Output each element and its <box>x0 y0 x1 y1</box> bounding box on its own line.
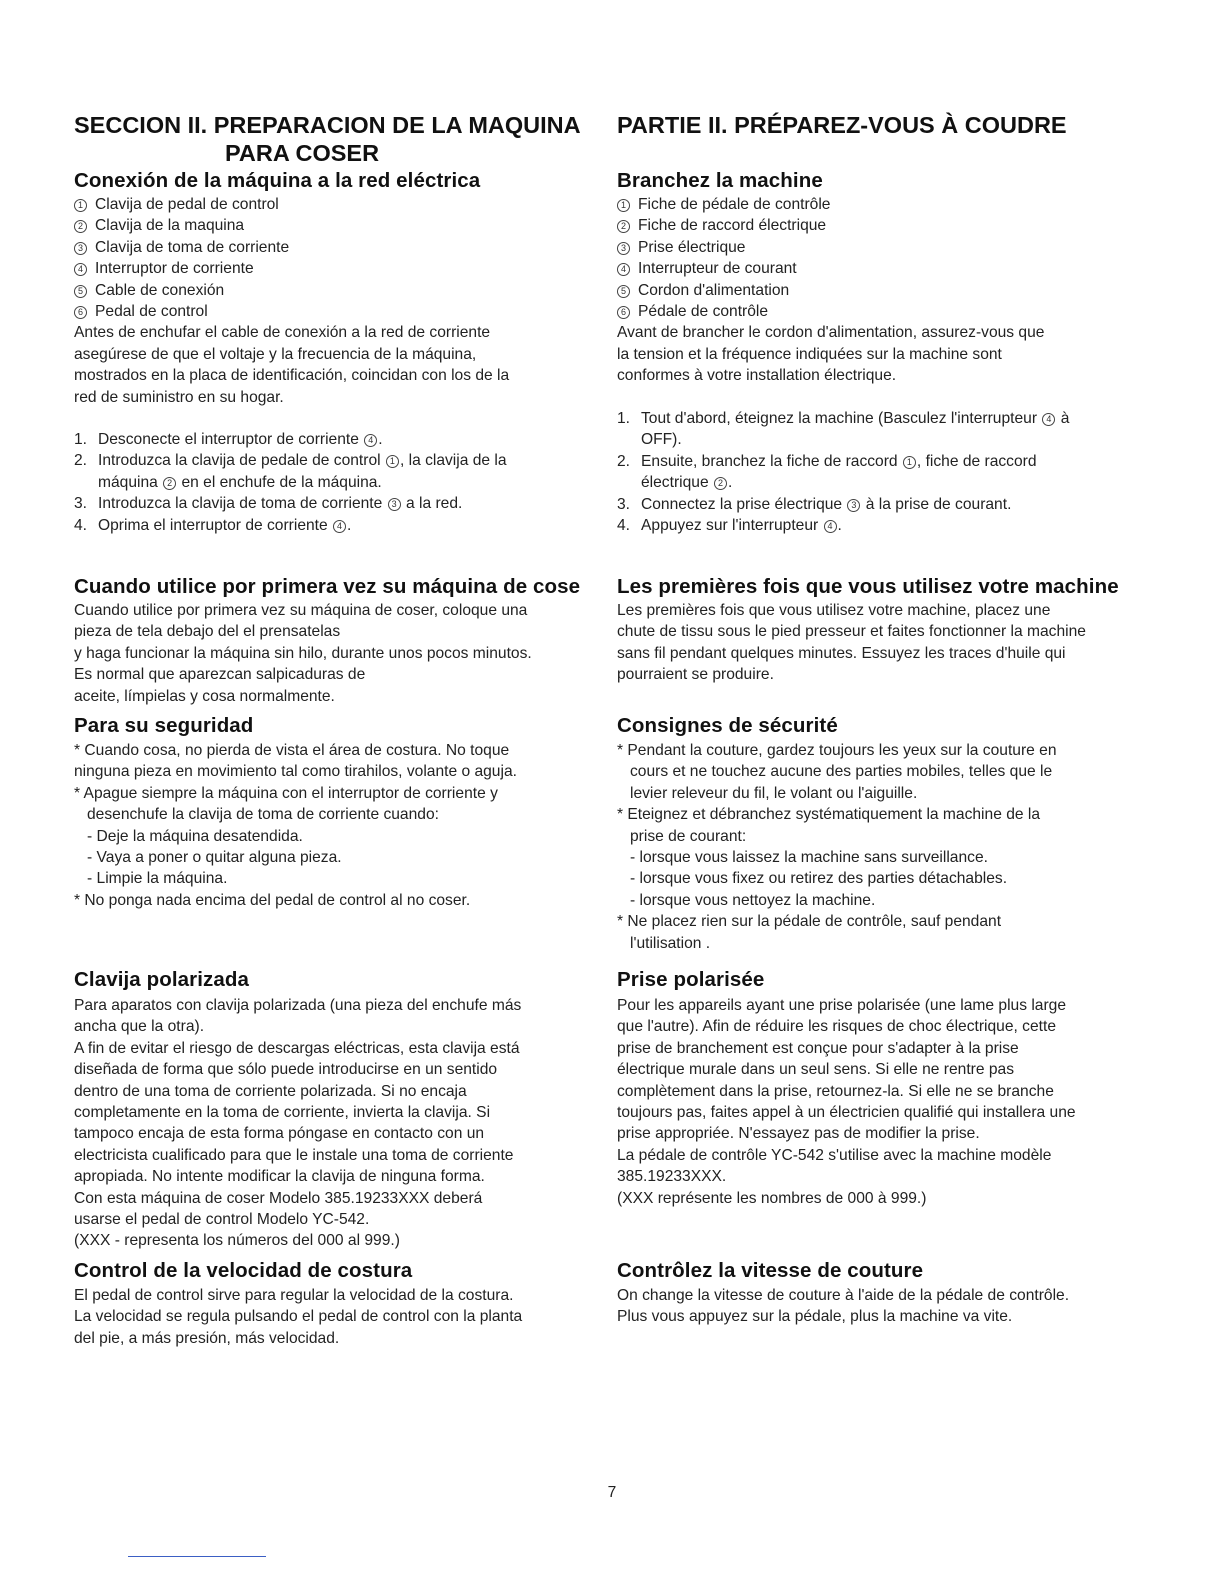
step-3: 3. Introduzca la clavija de toma de corriente 3 a la red. <box>74 495 463 513</box>
paragraph-line: Pour les appareils ayant une prise polarisée (une lame plus large <box>617 997 1067 1014</box>
paragraph-line: Con esta máquina de coser Modelo 385.19233XXX deberá <box>74 1189 483 1207</box>
seguridad-text <box>74 740 517 911</box>
paragraph-line: Les premières fois que vous utilisez votre machine, placez une <box>617 602 1051 619</box>
section-title-seguridad: Para su seguridad <box>74 714 254 737</box>
parts-list-fr <box>617 194 1044 387</box>
paragraph-line: La velocidad se regula pulsando el pedal de control con la planta <box>74 1308 523 1326</box>
steps-list-fr <box>617 408 1069 536</box>
section-title-securite: Consignes de sécurité <box>617 714 838 737</box>
list-item: 6 Pedal de control <box>74 301 509 322</box>
list-item: 4 Interruptor de corriente <box>74 258 509 279</box>
paragraph-line: conformes à votre installation électrique. <box>617 367 897 385</box>
paragraph-line: l'utilisation . <box>630 934 711 952</box>
paragraph-line: desenchufe la clavija de toma de corriente cuando: <box>87 806 439 824</box>
polarisee-text <box>617 995 1076 1209</box>
paragraph-line: Es normal que aparezcan salpicaduras de <box>74 666 366 684</box>
list-item: 5 Cable de conexión <box>74 280 509 301</box>
paragraph-line: (XXX représente les nombres de 000 à 999.) <box>617 1189 927 1207</box>
paragraph-line: apropiada. No intente modificar la clavija de ninguna forma. <box>74 1168 485 1186</box>
paragraph-line: pieza de tela debajo del el prensatelas <box>74 623 341 641</box>
paragraph-line: pourraient se produire. <box>617 666 774 684</box>
polarizada-text <box>74 995 521 1252</box>
paragraph-line: On change la vitesse de couture à l'aide de la pédale de contrôle. <box>617 1287 1070 1304</box>
step-4: 4. Oprima el interruptor de corriente 4 . <box>74 516 352 534</box>
paragraph-line: * No ponga nada encima del pedal de control al no coser. <box>74 891 471 909</box>
step-2: 2. Introduzca la clavija de pedale de control 1 , la clavija de la <box>74 452 507 470</box>
section-title-conexion: Conexión de la máquina a la red eléctrica <box>74 169 481 192</box>
paragraph-line: electricista cualificado para que le instale una toma de corriente <box>74 1146 514 1164</box>
paragraph-line: red de suministro en su hogar. <box>74 388 284 406</box>
list-item: 2 Fiche de raccord électrique <box>617 215 1044 236</box>
paragraph-line: électrique murale dans un seul sens. Si elle ne rentre pas <box>617 1061 1015 1079</box>
page-title-es-line2: PARA COSER <box>225 140 380 166</box>
paragraph-line: Avant de brancher le cordon d'alimentation, assurez-vous que <box>617 324 1045 342</box>
list-item: 3 Clavija de toma de corriente <box>74 237 509 258</box>
paragraph-line: - lorsque vous fixez ou retirez des parties détachables. <box>630 870 1008 888</box>
paragraph-line: ancha que la otra). <box>74 1018 205 1036</box>
section-title-polarisee: Prise polarisée <box>617 968 765 991</box>
velocidad-text <box>74 1285 522 1349</box>
list-item: 2 Clavija de la maquina <box>74 215 509 236</box>
step-1-cont: OFF). <box>641 431 682 449</box>
paragraph-line: del pie, a más presión, más velocidad. <box>74 1329 340 1347</box>
page-number: 7 <box>607 1484 617 1501</box>
paragraph-line: - Limpie la máquina. <box>87 870 228 888</box>
step-3: 3. Connectez la prise électrique 3 à la prise de courant. <box>617 495 1012 513</box>
list-item: 6 Pédale de contrôle <box>617 301 1044 322</box>
step-1: 1. Desconecte el interruptor de corriente 4 . <box>74 431 383 448</box>
section-title-primera: Cuando utilice por primera vez su máquina de cose <box>74 575 581 598</box>
page-title-fr: PARTIE II. PRÉPAREZ-VOUS À COUDRE <box>617 112 1067 138</box>
page-title-es: SECCION II. PREPARACION DE LA MAQUINA <box>74 112 581 138</box>
vitesse-text <box>617 1285 1069 1328</box>
paragraph-line: la tension et la fréquence indiquées sur la machine sont <box>617 345 1002 363</box>
paragraph-line: El pedal de control sirve para regular la velocidad de la costura. <box>74 1287 514 1304</box>
step-2-cont: électrique 2 . <box>641 474 733 492</box>
footer-rule <box>128 1556 266 1557</box>
paragraph-line: Para aparatos con clavija polarizada (una pieza del enchufe más <box>74 997 522 1014</box>
list-item: 1 Fiche de pédale de contrôle <box>617 194 1044 215</box>
steps-list-es <box>74 429 507 536</box>
paragraph-line: * Ne placez rien sur la pédale de contrôle, sauf pendant <box>617 913 1002 931</box>
paragraph-line: prise de courant: <box>630 827 747 845</box>
paragraph-line: complètement dans la prise, retournez-la. Si elle ne se branche <box>617 1082 1054 1100</box>
paragraph-line: completamente en la toma de corriente, invierta la clavija. Si <box>74 1104 491 1122</box>
primera-text <box>74 600 532 707</box>
section-title-branchez: Branchez la machine <box>617 169 823 192</box>
paragraph-line: y haga funcionar la máquina sin hilo, durante unos pocos minutos. <box>74 644 532 662</box>
paragraph-line: (XXX - representa los números del 000 al 999.) <box>74 1232 400 1250</box>
section-title-polarizada: Clavija polarizada <box>74 968 249 991</box>
step-2-cont: máquina 2 en el enchufe de la máquina. <box>98 473 382 491</box>
paragraph-line: diseñada de forma que sólo puede introducirse en un sentido <box>74 1061 498 1079</box>
paragraph-line: * Eteignez et débranchez systématiquement la machine de la <box>617 806 1041 824</box>
paragraph-line: mostrados en la placa de identificación, coincidan con los de la <box>74 367 510 385</box>
paragraph-line: Plus vous appuyez sur la pédale, plus la machine va vite. <box>617 1308 1013 1326</box>
securite-text <box>617 740 1057 954</box>
paragraph-line: 385.19233XXX. <box>617 1168 727 1186</box>
paragraph-line: tampoco encaja de esta forma póngase en contacto con un <box>74 1125 485 1143</box>
paragraph-line: aceite, límpielas y cosa normalmente. <box>74 687 335 705</box>
paragraph-line: usarse el pedal de control Modelo YC-542. <box>74 1211 370 1229</box>
step-2: 2. Ensuite, branchez la fiche de raccord 1 , fiche de raccord <box>617 452 1037 470</box>
premieres-text <box>617 600 1086 686</box>
list-item: 1 Clavija de pedal de control <box>74 194 509 215</box>
paragraph-line: La pédale de contrôle YC-542 s'utilise avec la machine modèle <box>617 1146 1052 1164</box>
paragraph-line: chute de tissu sous le pied presseur et faites fonctionner la machine <box>617 623 1086 641</box>
paragraph-line: Antes de enchufar el cable de conexión a la red de corriente <box>74 324 491 342</box>
section-title-velocidad: Control de la velocidad de costura <box>74 1259 413 1282</box>
section-title-premieres: Les premières fois que vous utilisez votre machine <box>617 575 1119 598</box>
paragraph-line: toujours pas, faites appel à un électricien qualifié qui installera une <box>617 1104 1076 1122</box>
paragraph-line: que l'autre). Afin de réduire les risques de choc électrique, cette <box>617 1018 1056 1036</box>
paragraph-line: - Vaya a poner o quitar alguna pieza. <box>87 849 342 867</box>
parts-list-es <box>74 194 509 408</box>
section-title-vitesse: Contrôlez la vitesse de couture <box>617 1259 924 1282</box>
step-1: 1. Tout d'abord, éteignez la machine (Basculez l'interrupteur 4 à <box>617 410 1070 427</box>
paragraph-line: * Apague siempre la máquina con el interruptor de corriente y <box>74 784 498 802</box>
paragraph-line: prise appropriée. N'essayez pas de modifier la prise. <box>617 1125 980 1143</box>
step-4: 4. Appuyez sur l'interrupteur 4 . <box>617 517 842 535</box>
paragraph-line: Cuando utilice por primera vez su máquina de coser, coloque una <box>74 602 528 619</box>
list-item: 5 Cordon d'alimentation <box>617 280 1044 301</box>
paragraph-line: asegúrese de que el voltaje y la frecuencia de la máquina, <box>74 345 477 363</box>
paragraph-line: - lorsque vous laissez la machine sans surveillance. <box>630 849 988 867</box>
paragraph-line: levier releveur du fil, le volant ou l'aiguille. <box>630 784 918 802</box>
paragraph-line: sans fil pendant quelques minutes. Essuyez les traces d'huile qui <box>617 644 1066 662</box>
paragraph-line: dentro de una toma de corriente polarizada. Si no encaja <box>74 1082 467 1100</box>
paragraph-line: ninguna pieza en movimiento tal como tirahilos, volante o aguja. <box>74 763 517 781</box>
paragraph-line: A fin de evitar el riesgo de descargas eléctricas, esta clavija está <box>74 1039 520 1057</box>
list-item: 3 Prise électrique <box>617 237 1044 258</box>
list-item: 4 Interrupteur de courant <box>617 258 1044 279</box>
paragraph-line: * Pendant la couture, gardez toujours les yeux sur la couture en <box>617 742 1057 759</box>
paragraph-line: cours et ne touchez aucune des parties mobiles, telles que le <box>630 763 1053 781</box>
paragraph-line: - lorsque vous nettoyez la machine. <box>630 891 876 909</box>
paragraph-line: prise de branchement est conçue pour s'adapter à la prise <box>617 1039 1019 1057</box>
paragraph-line: * Cuando cosa, no pierda de vista el área de costura. No toque <box>74 742 510 759</box>
paragraph-line: - Deje la máquina desatendida. <box>87 827 303 845</box>
